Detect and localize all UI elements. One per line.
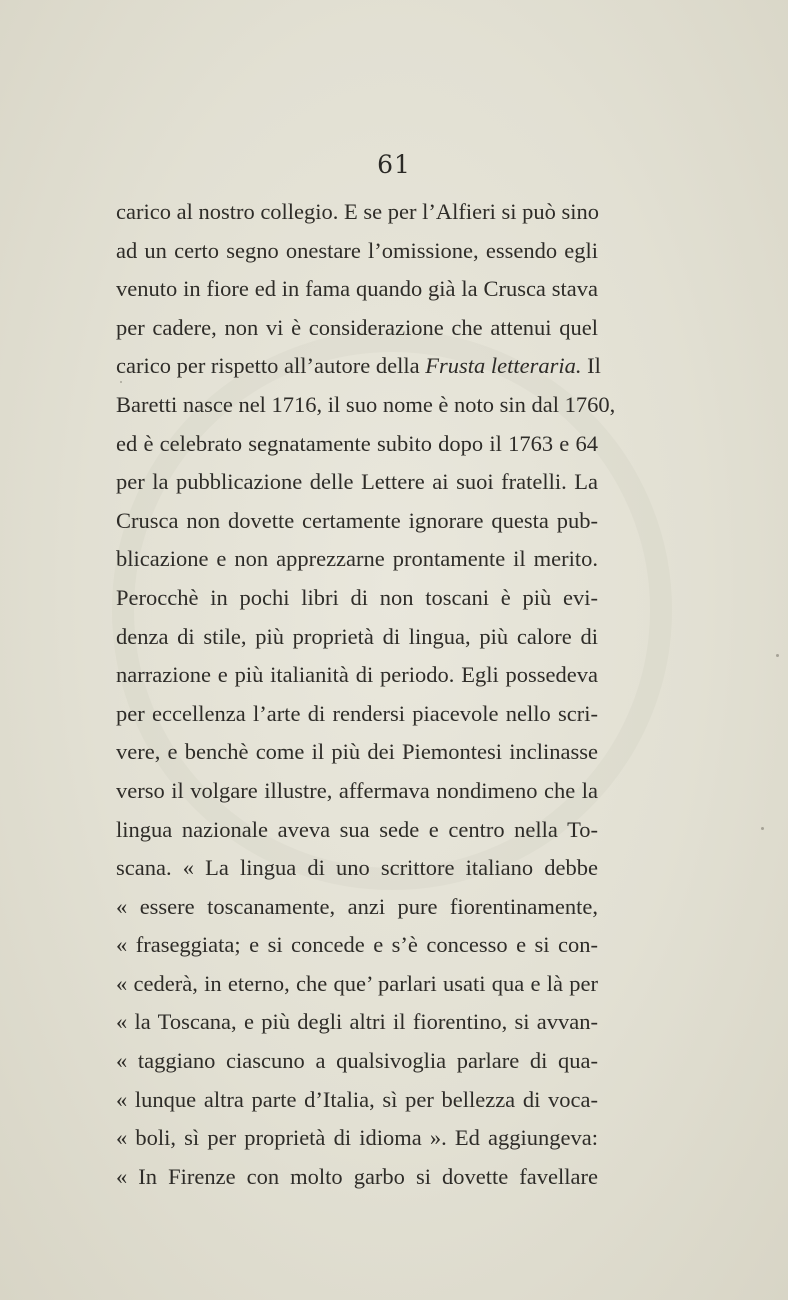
text-line: « taggiano ciascuno a qualsivoglia parlare di qua- bbox=[116, 1048, 598, 1074]
text-segment: carico per rispetto all’autore della bbox=[116, 353, 420, 379]
text-line: « boli, sì per proprietà di idioma ». Ed aggiungeva: bbox=[116, 1125, 598, 1151]
text-line: « la Toscana, e più degli altri il fiorentino, si avvan- bbox=[116, 1009, 598, 1035]
text-line: denza di stile, più proprietà di lingua, più calore di bbox=[116, 623, 598, 649]
text-line: vere, e benchè come il più dei Piemontesi inclinasse bbox=[116, 739, 598, 765]
book-title-italic: Frusta letteraria. bbox=[425, 353, 582, 379]
text-line: blicazione e non apprezzarne prontamente il merito. bbox=[116, 546, 598, 572]
text-line: per cadere, non vi è considerazione che attenui quel bbox=[116, 314, 598, 340]
text-line bbox=[116, 347, 601, 386]
paper-speck bbox=[761, 827, 764, 830]
text-line: per la pubblicazione delle Lettere ai suoi fratelli. La bbox=[116, 469, 598, 495]
text-line: Baretti nasce nel 1716, il suo nome è noto sin dal 1760, bbox=[116, 391, 616, 417]
text-line: Crusca non dovette certamente ignorare questa pub- bbox=[116, 507, 598, 533]
text-line: « essere toscanamente, anzi pure fiorentinamente, bbox=[116, 893, 598, 919]
text-line: ed è celebrato segnatamente subito dopo il 1763 e 64 bbox=[116, 430, 598, 456]
text-line: per eccellenza l’arte di rendersi piacevole nello scri- bbox=[116, 700, 598, 726]
page-number: 61 bbox=[377, 150, 411, 179]
text-line: verso il volgare illustre, affermava nondimeno che la bbox=[116, 777, 598, 803]
text-line: ad un certo segno onestare l’omissione, essendo egli bbox=[116, 237, 598, 263]
text-segment: Il bbox=[587, 353, 601, 379]
text-line: carico al nostro collegio. E se per l’Alfieri si può sino bbox=[116, 199, 599, 224]
text-line: « fraseggiata; e si concede e s’è concesso e si con- bbox=[116, 932, 598, 958]
text-line: venuto in fiore ed in fama quando già la Crusca stava bbox=[116, 276, 598, 302]
text-line: Perocchè in pochi libri di non toscani è più evi- bbox=[116, 584, 598, 610]
text-line: « In Firenze con molto garbo si dovette favellare bbox=[116, 1163, 598, 1189]
text-line: « lunque altra parte d’Italia, sì per bellezza di voca- bbox=[116, 1086, 598, 1112]
text-line: « cederà, in eterno, che que’ parlari usati qua e là per bbox=[116, 970, 598, 996]
text-line: lingua nazionale aveva sua sede e centro nella To- bbox=[116, 816, 598, 842]
body-text bbox=[116, 193, 616, 1196]
paper-speck bbox=[776, 654, 779, 657]
text-line: narrazione e più italianità di periodo. Egli possedeva bbox=[116, 662, 598, 688]
text-line: scana. « La lingua di uno scrittore italiano debbe bbox=[116, 855, 598, 881]
